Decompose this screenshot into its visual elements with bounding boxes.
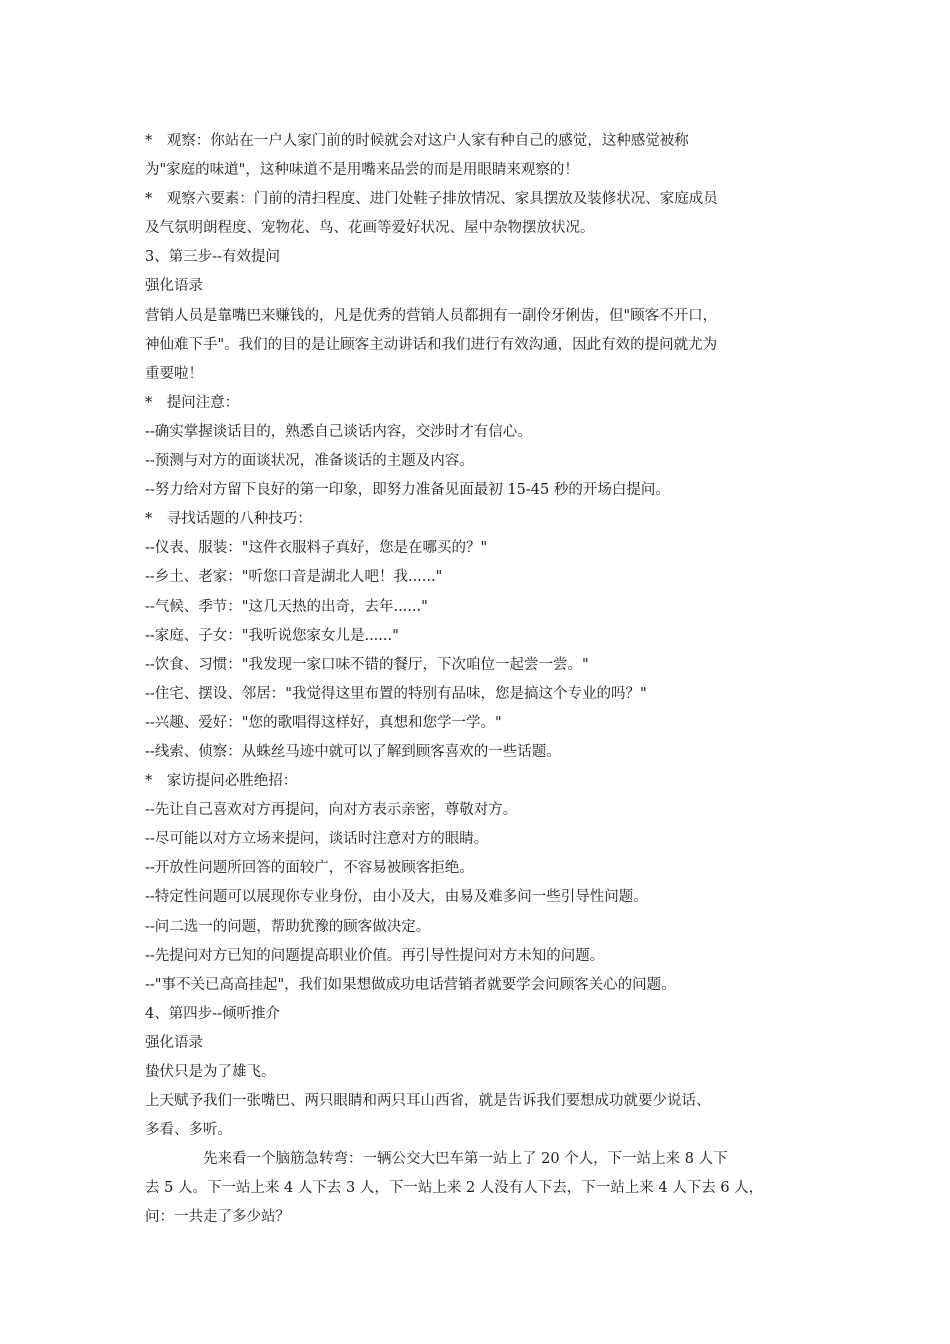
list-item: --家庭、子女："我听说您家女儿是......": [145, 627, 399, 644]
bullet-question-notes: * 提问注意：: [145, 394, 240, 411]
text-line: 营销人员是靠嘴巴来赚钱的，凡是优秀的营销人员都拥有一副伶牙俐齿，但"顾客不开口，: [145, 307, 718, 324]
list-item: --先提问对方已知的问题提高职业价值。再引导性提问对方未知的问题。: [145, 947, 605, 964]
text-line: 问：一共走了多少站？: [145, 1209, 290, 1226]
list-item: --饮食、习惯："我发现一家口味不错的餐厅，下次咱位一起尝一尝。": [145, 656, 589, 673]
list-item: --住宅、摆设、邻居："我觉得这里布置的特别有品味，您是搞这个专业的吗？": [145, 685, 647, 702]
list-item: --确实掌握谈话目的，熟悉自己谈话内容，交涉时才有信心。: [145, 423, 532, 440]
text-line: 神仙难下手"。我们的目的是让顾客主动讲话和我们进行有效沟通，因此有效的提问就尤为: [145, 336, 718, 353]
bullet-topic-techniques: * 寻找话题的八种技巧：: [145, 511, 312, 528]
text-line: 重要啦！: [145, 365, 203, 382]
subheading-quotes: 强化语录: [145, 278, 203, 295]
list-item: --尽可能以对方立场来提问，谈话时注意对方的眼睛。: [145, 831, 489, 848]
document-body: [145, 127, 815, 1233]
list-item: --线索、侦察：从蛛丝马迹中就可以了解到顾客喜欢的一些话题。: [145, 743, 561, 760]
list-item: --气候、季节："这几天热的出奇，去年......": [145, 598, 428, 615]
list-item: --特定性问题可以展现你专业身份，由小及大，由易及难多问一些引导性问题。: [145, 889, 648, 906]
list-item: --努力给对方留下良好的第一印象，即努力准备见面最初 15-45 秒的开场白提问。: [145, 482, 670, 499]
list-item: --先让自己喜欢对方再提问，向对方表示亲密，尊敬对方。: [145, 802, 518, 819]
bullet-six-elements: * 观察六要素：门前的清扫程度、进门处鞋子排放情况、家具摆放及装修状况、家庭成员: [145, 191, 718, 208]
riddle-paragraph: 先来看一个脑筋急转弯：一辆公交大巴车第一站上了 20 个人，下一站上来 8 人下: [203, 1151, 728, 1168]
text-line: 上天赋予我们一张嘴巴、两只眼睛和两只耳山西省，就是告诉我们要想成功就要少说话、: [145, 1093, 711, 1110]
text-line: 多看、多听。: [145, 1122, 232, 1139]
bullet-observation: * 观察：你站在一户人家门前的时候就会对这户人家有种自己的感觉，这种感觉被称: [145, 133, 689, 149]
text-line: 及气氛明朗程度、宠物花、鸟、花画等爱好状况、屋中杂物摆放状况。: [145, 220, 595, 237]
list-item: --问二选一的问题，帮助犹豫的顾客做决定。: [145, 918, 431, 935]
text-line: 去 5 人。下一站上来 4 人下去 3 人，下一站上来 2 人没有人下去，下一站上来 4 人下去 6 人，: [145, 1180, 764, 1197]
list-item: --仪表、服装："这件衣服料子真好，您是在哪买的？": [145, 540, 488, 557]
bullet-home-visit-tips: * 家访提问必胜绝招：: [145, 773, 298, 790]
list-item: --"事不关已高高挂起"，我们如果想做成功电话营销者就要学会问顾客关心的问题。: [145, 976, 676, 993]
list-item: --开放性问题所回答的面较广，不容易被顾客拒绝。: [145, 860, 474, 877]
list-item: --兴趣、爱好："您的歌唱得这样好，真想和您学一学。": [145, 714, 502, 731]
section-heading-step4: 4、第四步--倾听推介: [145, 1005, 281, 1022]
text-line: 蛰伏只是为了雄飞。: [145, 1064, 276, 1080]
list-item: --预测与对方的面谈状况，准备谈话的主题及内容。: [145, 453, 474, 470]
subheading-quotes: 强化语录: [145, 1034, 203, 1051]
text-line: 为"家庭的味道"，这种味道不是用嘴来品尝的而是用眼睛来观察的！: [145, 162, 579, 179]
list-item: --乡土、老家："听您口音是湖北人吧！我......": [145, 569, 443, 586]
section-heading-step3: 3、第三步--有效提问: [145, 249, 281, 266]
